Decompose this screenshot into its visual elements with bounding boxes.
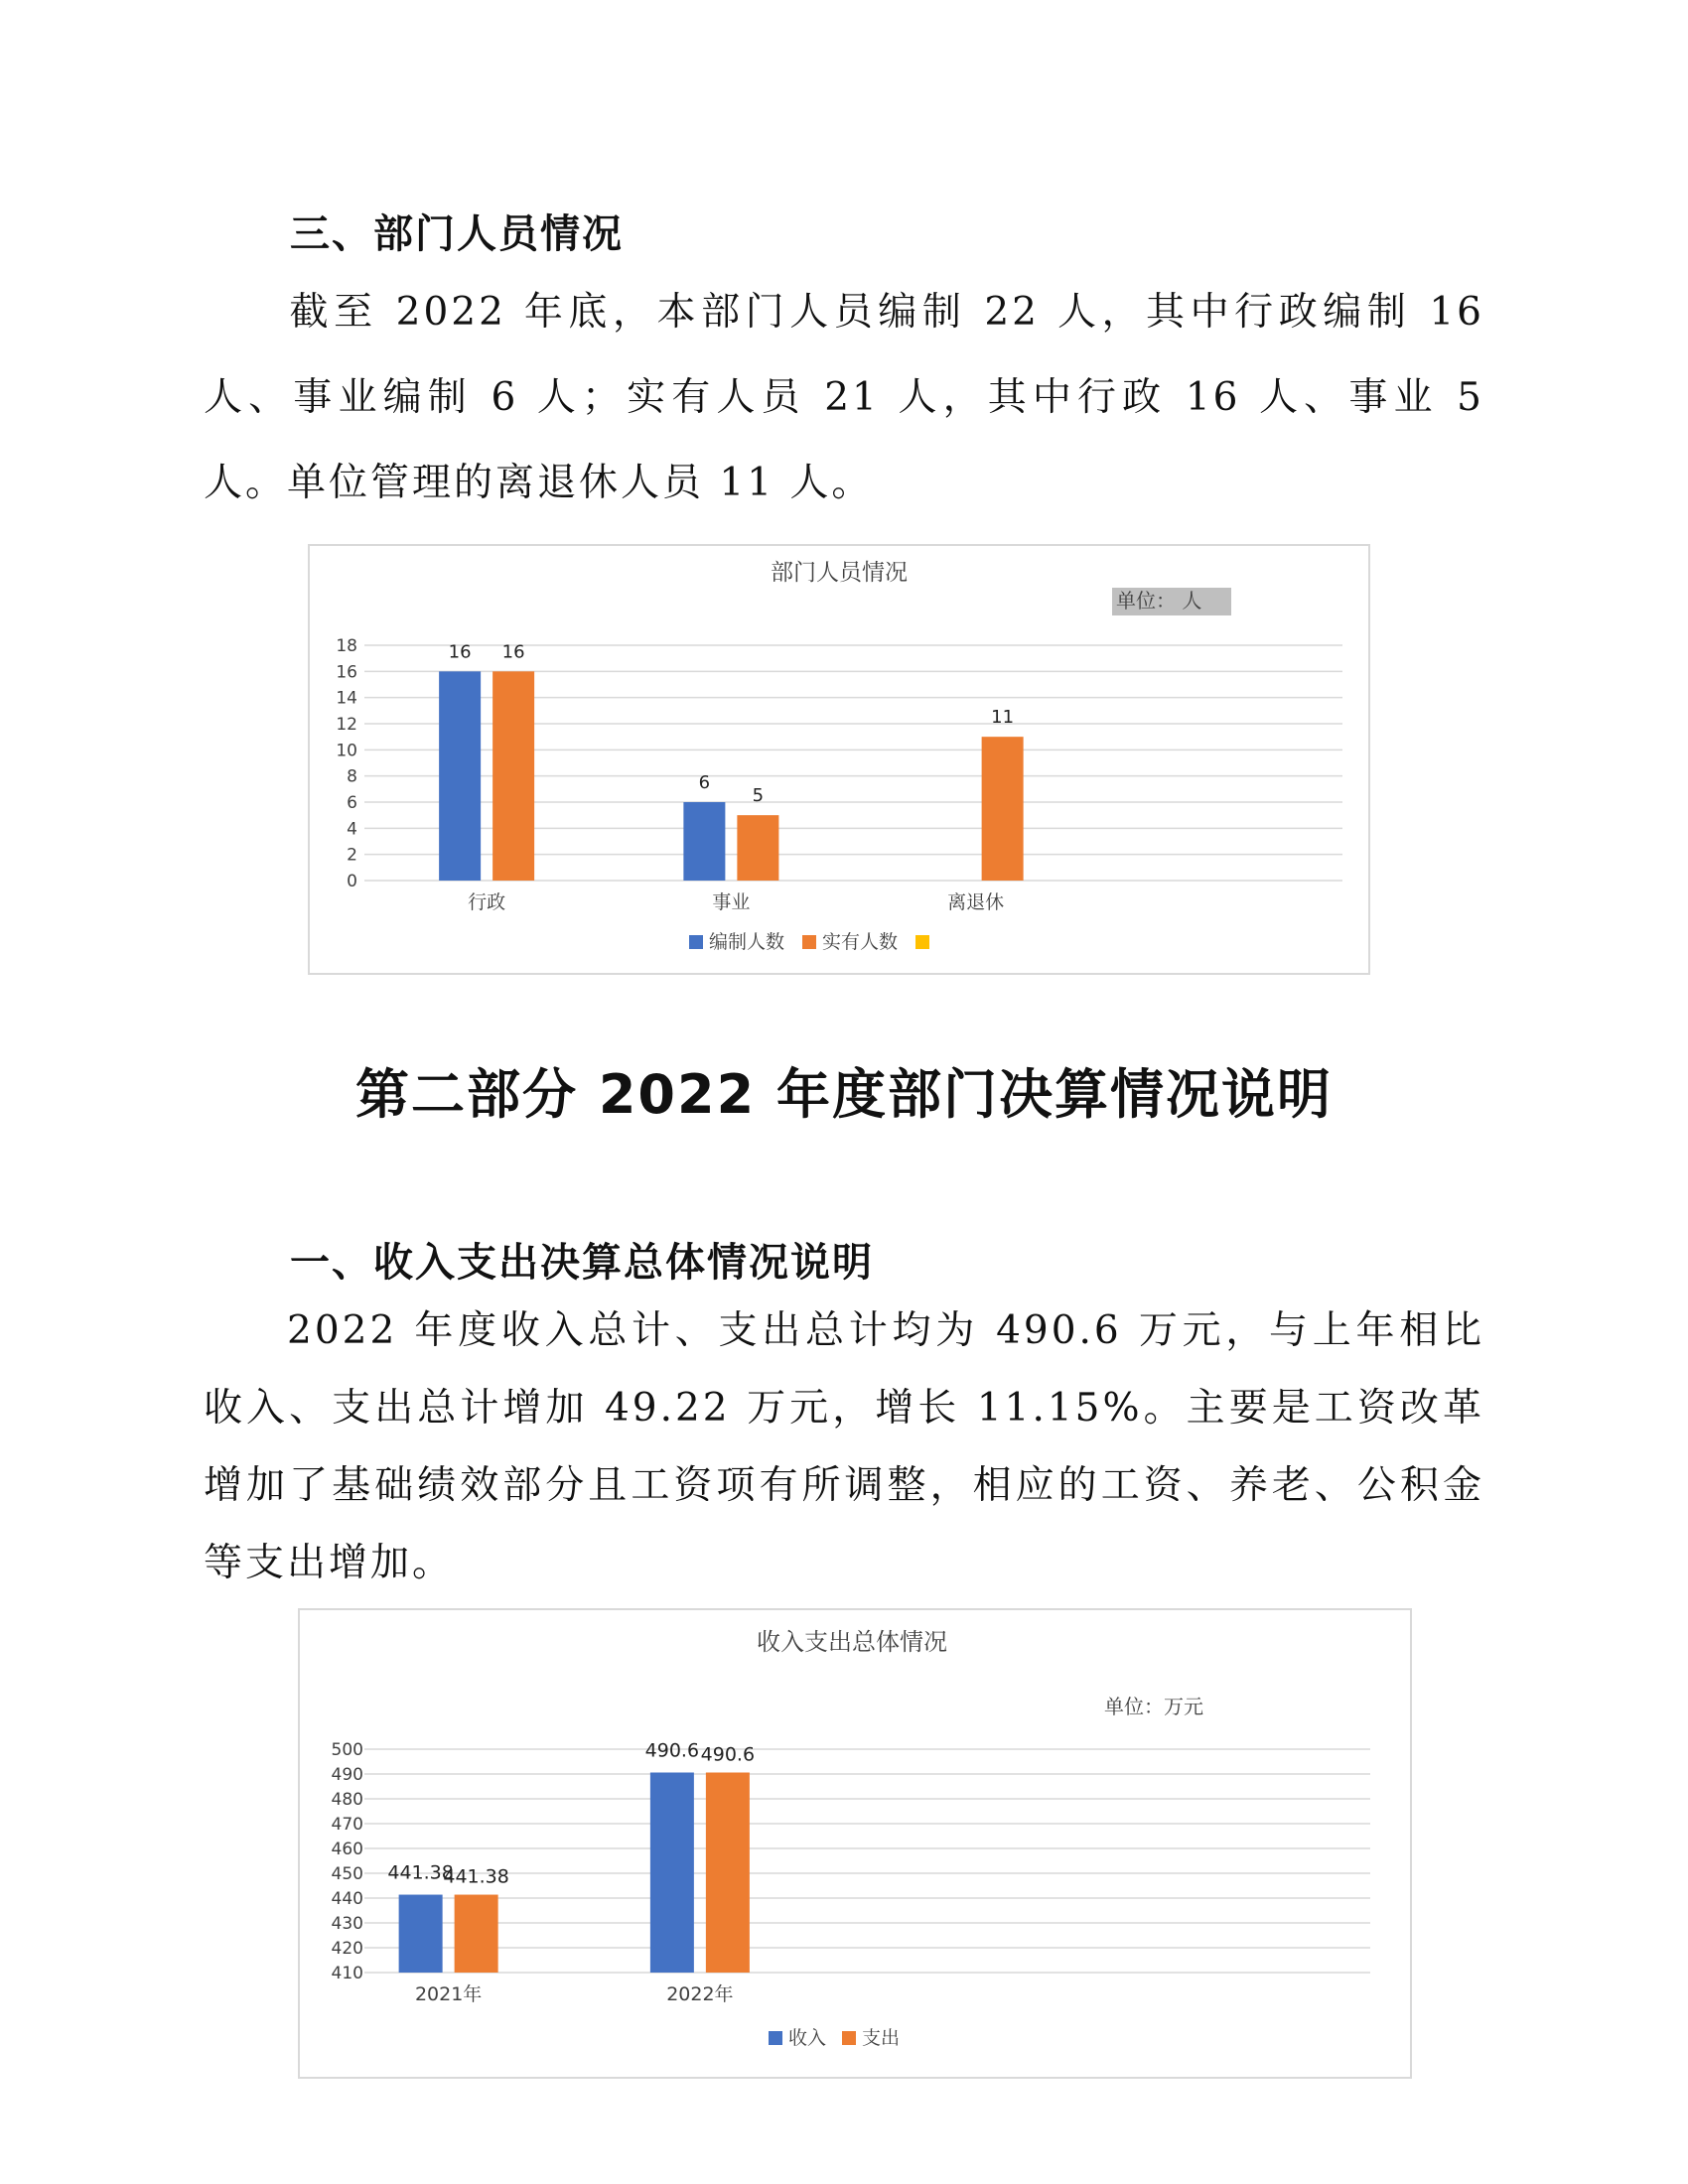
data-label: 16 xyxy=(448,641,472,663)
chart-title: 部门人员情况 xyxy=(771,560,908,586)
legend-label: 实有人数 xyxy=(822,931,899,953)
y-tick-label: 2 xyxy=(347,845,357,866)
y-tick-label: 14 xyxy=(336,688,357,709)
y-tick-label: 10 xyxy=(336,741,357,761)
bar-1-1 xyxy=(706,1773,750,1974)
category-label: 2022年 xyxy=(666,1983,734,2005)
category-label: 离退休 xyxy=(947,891,1005,913)
data-label: 16 xyxy=(501,641,525,663)
bar-0-0 xyxy=(399,1895,443,1973)
staff-chart-svg xyxy=(310,546,1368,973)
income-chart xyxy=(298,1608,1412,2079)
y-tick-label: 16 xyxy=(336,662,357,683)
y-tick-label: 410 xyxy=(331,1964,363,1983)
y-tick-label: 12 xyxy=(336,715,357,735)
legend-swatch xyxy=(915,935,929,949)
bar-1-1 xyxy=(737,815,778,881)
y-tick-label: 4 xyxy=(347,819,357,840)
legend-swatch xyxy=(689,935,703,949)
y-tick-label: 440 xyxy=(331,1889,363,1909)
staff-paragraph-text: 截至 2022 年底，本部门人员编制 22 人，其中行政编制 16 人、事业编制 6 人；实有人员 21 人，其中行政 16 人、事业 5 人。单位管理的离退休人员 11 人。 xyxy=(204,290,1484,505)
y-tick-label: 450 xyxy=(331,1864,363,1884)
section-heading-income: 一、收入支出决算总体情况说明 xyxy=(290,1240,874,1286)
data-label: 441.38 xyxy=(443,1865,509,1888)
y-tick-label: 480 xyxy=(331,1790,363,1810)
y-tick-label: 430 xyxy=(331,1914,363,1934)
bar-1-0 xyxy=(683,802,725,881)
unit-label: 单位：万元 xyxy=(1104,1695,1203,1718)
y-tick-label: 460 xyxy=(331,1840,363,1859)
y-tick-label: 420 xyxy=(331,1939,363,1959)
part-title: 第二部分 2022 年度部门决算情况说明 xyxy=(355,1063,1333,1126)
unit-label: 单位： 人 xyxy=(1116,589,1202,613)
data-label: 6 xyxy=(698,772,711,793)
y-tick-label: 470 xyxy=(331,1815,363,1835)
bar-0-1 xyxy=(492,671,534,881)
bar-0-1 xyxy=(455,1895,498,1973)
y-tick-label: 6 xyxy=(347,793,357,813)
chart-title: 收入支出总体情况 xyxy=(757,1628,947,1656)
data-label: 441.38 xyxy=(387,1861,454,1884)
category-label: 行政 xyxy=(468,891,506,913)
section-heading-staff: 三、部门人员情况 xyxy=(290,211,624,257)
staff-chart xyxy=(308,544,1370,975)
income-chart-svg xyxy=(300,1610,1410,2077)
bar-1-0 xyxy=(650,1773,694,1974)
bar-0-0 xyxy=(439,671,481,881)
y-tick-label: 490 xyxy=(331,1765,363,1785)
legend-label: 收入 xyxy=(788,2027,827,2049)
data-label: 5 xyxy=(752,785,765,807)
legend-label: 编制人数 xyxy=(709,931,785,953)
data-label: 11 xyxy=(991,707,1015,729)
y-tick-label: 0 xyxy=(347,872,357,891)
y-tick-label: 500 xyxy=(331,1740,363,1760)
legend-label: 支出 xyxy=(862,2027,901,2049)
y-tick-label: 8 xyxy=(347,766,357,787)
income-paragraph-text: 2022 年度收入总计、支出总计均为 490.6 万元，与上年相比收入、支出总计增加 49.22 万元，增长 11.15%。主要是工资改革增加了基础绩效部分且工资项有所调整，相应的工资、养老、公积金等支出增加。 xyxy=(204,1308,1484,1585)
data-label: 490.6 xyxy=(644,1739,700,1762)
legend-swatch xyxy=(842,2031,856,2045)
staff-paragraph xyxy=(204,270,1484,526)
bar-2-1 xyxy=(982,737,1024,881)
y-tick-label: 18 xyxy=(336,636,357,656)
legend-swatch xyxy=(769,2031,782,2045)
legend-swatch xyxy=(802,935,816,949)
income-paragraph xyxy=(204,1293,1484,1602)
category-label: 事业 xyxy=(712,891,751,913)
data-label: 490.6 xyxy=(700,1743,756,1766)
category-label: 2021年 xyxy=(414,1983,483,2005)
